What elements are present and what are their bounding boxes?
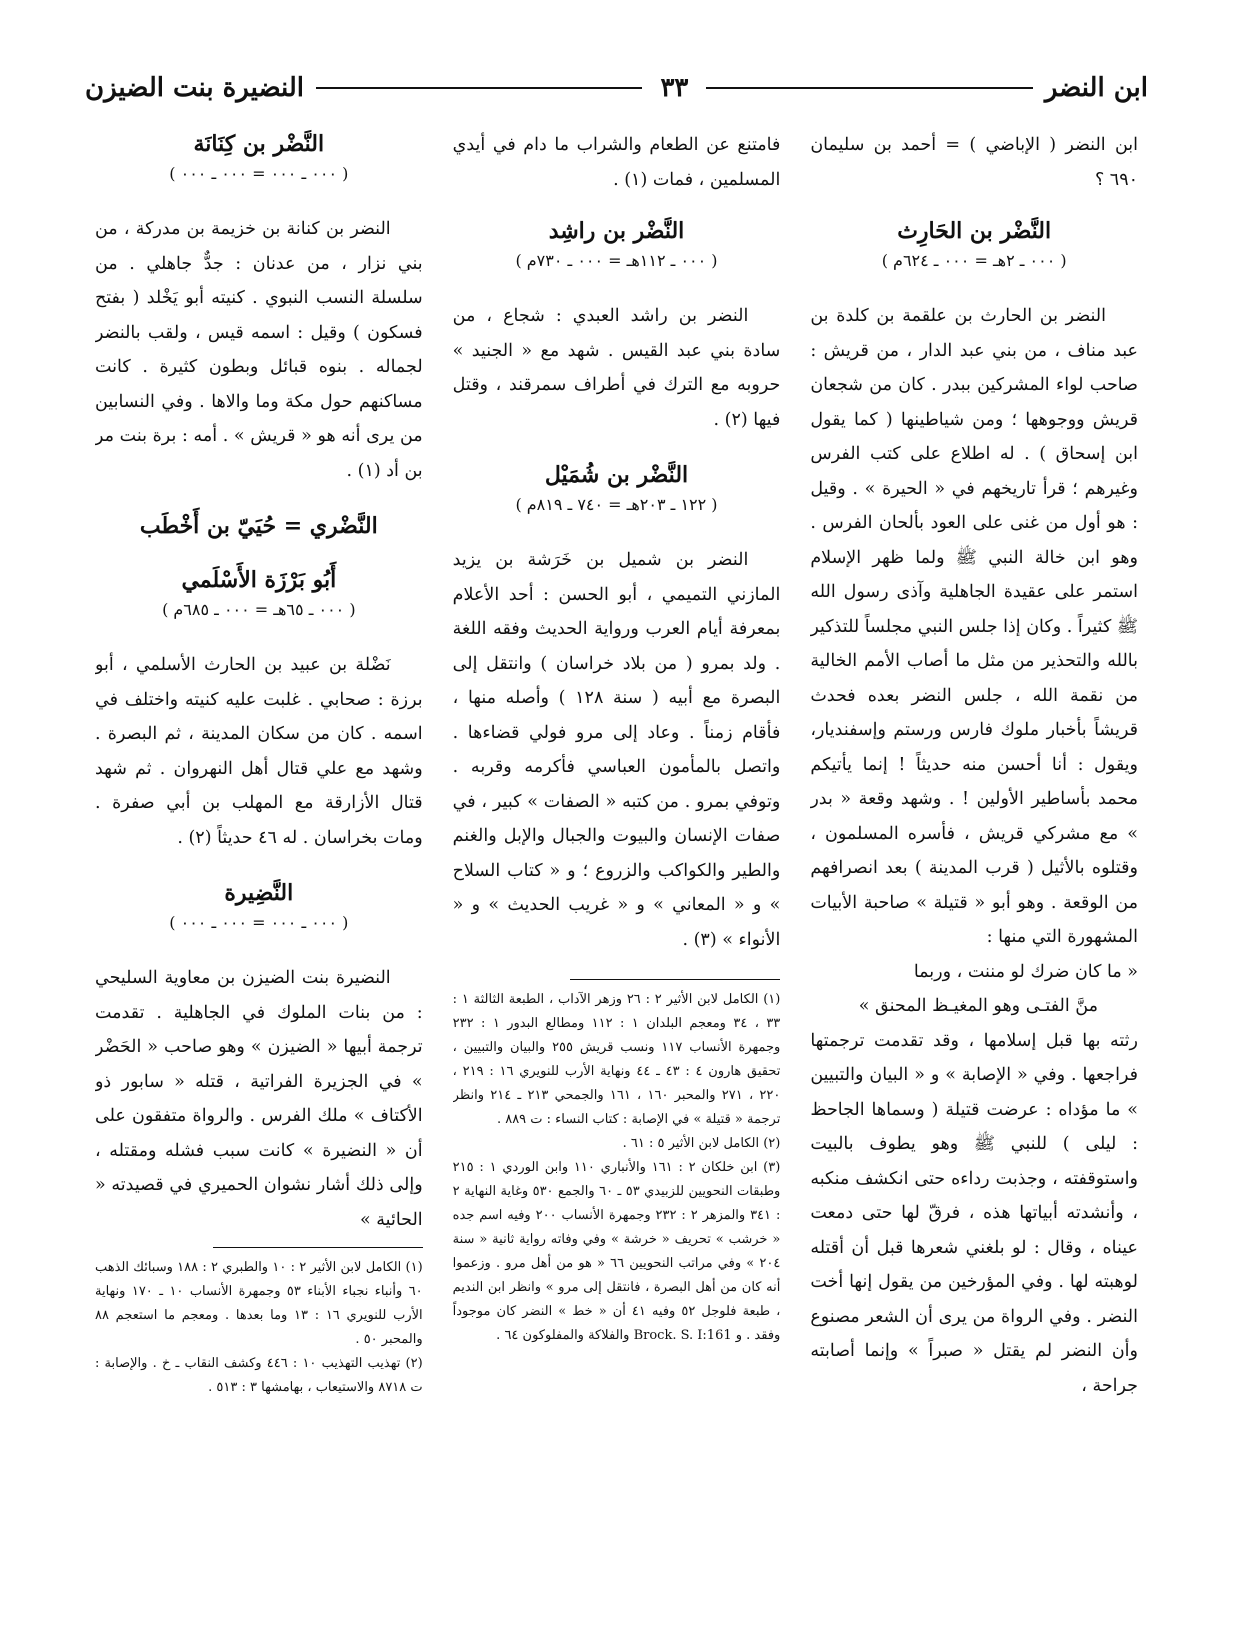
header-rule-left bbox=[316, 87, 642, 89]
entry-dates: ( ٠٠٠ ـ ٢هـ = ٠٠٠ ـ ٦٢٤م ) bbox=[881, 251, 1067, 270]
entry-dates: ( ٠٠٠ ـ ٦٥هـ = ٠٠٠ ـ ٦٨٥م ) bbox=[162, 600, 356, 619]
entry-title-nadr-ibn-shumayl: النَّضْر بن شُمَيْل bbox=[544, 462, 689, 488]
entry-body: النضر بن راشد العبدي : شجاع ، من سادة بني عبد القيس . شهد مع « الجنيد » حروبه مع الترك في أطراف سمرقند ، وقتل فيها (٢) . bbox=[452, 306, 781, 430]
column-right bbox=[810, 128, 1138, 1611]
header-rule-right bbox=[706, 87, 1032, 89]
column-middle bbox=[453, 128, 781, 1611]
verse-line-1: « ما كان ضرك لو مننت ، وربما bbox=[913, 961, 1138, 982]
footnote: (٢) تهذيب التهذيب ١٠ : ٤٤٦ وكشف النقاب ـ خ . والإصابة : ت ٨٧١٨ والاستيعاب ، بهامشها ٣ : ٥١٣ . bbox=[94, 1356, 423, 1395]
cross-reference-nadri: النَّضْري = حُيَيّ بن أَخْطَب bbox=[139, 513, 378, 539]
footnote: (٢) الكامل لابن الأثير ٥ : ٦١ . bbox=[622, 1136, 781, 1151]
footnotes bbox=[453, 988, 781, 1348]
entry-dates: ( ٠٠٠ ـ ٠٠٠ = ٠٠٠ ـ ٠٠٠ ) bbox=[169, 913, 349, 932]
column-left bbox=[95, 128, 423, 1611]
entry-title-nadr-ibn-rashid: النَّضْر بن راشِد bbox=[548, 218, 685, 244]
footnote: (١) الكامل لابن الأثير ٢ : ١٠ والطبري ٢ : ١٨٨ وسبائك الذهب ٦٠ وأنباء نجباء الأبناء ٥٣ وجمهرة الأنساب ١٠ ـ ١٧٠ ونهاية الأرب للنويري ١٦ : ١٣ وما بعدها . ومعجم ما استعجم ٨٨ والمحبر ٥٠ . bbox=[94, 1260, 423, 1347]
verse-line-2: منَّ الفتـى وهو المغيـظ المحنق » bbox=[858, 996, 1098, 1016]
entry-title-nadr-ibn-kinana: النَّضْر بن كِنَانَة bbox=[193, 131, 325, 157]
footnote-rule bbox=[213, 1247, 423, 1248]
entry-dates: ( ٠٠٠ ـ ١١٢هـ = ٠٠٠ ـ ٧٣٠م ) bbox=[515, 251, 718, 270]
footnote: (٣) ابن خلكان ٢ : ١٦١ والأنباري ١١٠ وابن الوردي ١ : ٢١٥ وطبقات النحويين للزبيدي ٥٣ ـ ٦٠ والجمع ٥٣٠ وغاية النهاية ٢ : ٣٤١ والمزهر ٢ : ٢٣٢ وجمهرة الأنساب ٢٠٠ وفيه اسم جده « خرشب » تحريف « خرشة » وفي وفاته رواية ثانية « سنة ٢٠٤ » وفي مراتب النحويين ٦٦ « هو من أهل مرو . وزعموا أنه كان من أهل البصرة ، فانتقل إلى مرو » وانظر ابن النديم ، طبعة فلوجل ٥٢ وفيه ٤١ أن « خط » النضر كان موجوداً وفقد . و Brock. S. I:161 والفلاكة والمفلوكون ٦٤ . bbox=[452, 1160, 781, 1343]
entry-body: النضر بن كنانة بن خزيمة بن مدركة ، من بني نزار ، من عدنان : جدٌّ جاهلي . من سلسلة النسب النبوي . كنيته أبو يَخْلد ( بفتح فسكون ) وقيل : اسمه قيس ، ولقب بالنضر لجماله . بنوه قبائل وبطون كثيرة . كانت مساكنهم حول مكة وما والاها . وفي النسابين من يرى أنه هو « قريش » . أمه : برة بنت مر بن أد (١) . bbox=[94, 219, 423, 481]
footnote-rule bbox=[570, 979, 780, 980]
entry-body: النضيرة بنت الضيزن بن معاوية السليحي : من بنات الملوك في الجاهلية . تقدمت ترجمة أبيها « الضيزن » وهو صاحب « الحَضْر » في الجزيرة الفراتية ، قتله « سابور ذو الأكتاف » ملك الفرس . والرواة متفقون على أن « النضيرة » كانت سبب فشله ومقتله ، وإلى ذلك أشار نشوان الحميري في قصيدته « الحائية » bbox=[94, 968, 423, 1230]
entry-title-nadira: النَّضِيرة bbox=[224, 880, 294, 906]
entry-title-nadr-ibn-harith: النَّضْر بن الحَارِث bbox=[897, 218, 1052, 244]
entry-title-abu-barza: أَبُو بَرْزَة الأَسْلَمي bbox=[181, 567, 337, 593]
entry-dates: ( ١٢٢ ـ ٢٠٣هـ = ٧٤٠ ـ ٨١٩م ) bbox=[515, 495, 718, 514]
running-head-right: ابن النضر bbox=[1044, 73, 1148, 103]
page-number: ٣٣ bbox=[660, 73, 689, 103]
footnote: (١) الكامل لابن الأثير ٢ : ٢٦ وزهر الآداب ، الطبعة الثالثة ١ : ٣٣ ، ٣٤ ومعجم البلدان ١ : ١١٢ ومطالع البدور ١ : ٢٣٢ وجمهرة الأنساب ١١٧ ونسب قريش ٢٥٥ والبيان والتبيين ، تحقيق هارون ٤ : ٤٣ ـ ٤٤ ونهاية الأرب للنويري ١٦ : ٢١٩ ، ٢٢٠ ، ٢٧١ والمحبر ١٦٠ ، ١٦١ والجمحي ٢١٣ ـ ٢١٤ وانظر ترجمة « قتيلة » في الإصابة : كتاب النساء : ت ٨٨٩ . bbox=[452, 992, 781, 1127]
page-header bbox=[85, 68, 1148, 108]
entry-body-continued: رثته بها قبل إسلامها ، وقد تقدمت ترجمتها فراجعها . وفي « الإصابة » و « البيان والتبيين » ما مؤداه : عرضت قتيلة ( وسماها الجاحظ : ليلى ) للنبي ﷺ وهو يطوف بالبيت واستوقفته ، وجذبت رداءه حتى انكشف منكبه ، وأنشدته أبياتها هذه ، فرقّ لها حتى دمعت عيناه ، وقال : لو بلغني شعرها قبل أن أقتله لوهبته لها . وفي المؤرخين من يقول إنها أخت النضر . وفي الرواة من يرى أن الشعر مصنوع وأن النضر لم يقتل « صبراً » وإنما أصابته جراحة ، bbox=[810, 1030, 1138, 1396]
entry-dates: ( ٠٠٠ ـ ٠٠٠ = ٠٠٠ ـ ٠٠٠ ) bbox=[169, 164, 349, 183]
entry-body: نَضْلة بن عبيد بن الحارث الأسلمي ، أبو برزة : صحابي . غلبت عليه كنيته واختلف في اسمه . كان من سكان المدينة ، ثم البصرة . وشهد مع علي قتال أهل النهروان . ثم شهد قتال الأزارقة مع المهلب بن أبي صفرة . ومات بخراسان . له ٤٦ حديثاً (٢) . bbox=[94, 655, 423, 848]
cross-reference-intro: ابن النضر ( الإباضي ) = أحمد بن سليمان ٦٩٠ ؟ bbox=[810, 135, 1138, 190]
entry-body: النضر بن الحارث بن علقمة بن كلدة بن عبد مناف ، من بني عبد الدار ، من قريش : صاحب لواء المشركين ببدر . كان من شجعان قريش ووجوهها ؛ ومن شياطينها ( كما يقول ابن إسحاق ) . له اطلاع على كتب الفرس وغيرهم ؛ قرأ تاريخهم في « الحيرة » . وقيل : هو أول من غنى على العود بألحان الفرس . وهو ابن خالة النبي ﷺ ولما ظهر الإسلام استمر على عقيدة الجاهلية وآذى رسول الله ﷺ كثيراً . وكان إذا جلس النبي مجلساً للتذكير بالله والتحذير من مثل ما أصاب الأمم الخالية من نقمة الله ، جلس النضر بعده فحدث قريشاً بأخبار ملوك فارس ورستم وإسفنديار، ويقول : أنا أحسن منه حديثاً ! إنما يأتيكم محمد بأساطير الأولين ! . وشهد وقعة « بدر » مع مشركي قريش ، فأسره المسلمون ، وقتلوه بالأثيل ( قرب المدينة ) بعد انصرافهم من الوقعة . وهو أبو « قتيلة » صاحبة الأبيات المشهورة التي منها : bbox=[810, 306, 1138, 947]
page-columns bbox=[95, 128, 1138, 1611]
entry-body: النضر بن شميل بن خَرَشة بن يزيد المازني التميمي ، أبو الحسن : أحد الأعلام بمعرفة أيام العرب ورواية الحديث وفقه اللغة . ولد بمرو ( من بلاد خراسان ) وانتقل إلى البصرة مع أبيه ( سنة ١٢٨ ) وأصله منها ، فأقام زمناً . وعاد إلى مرو فولي قضاءها . واتصل بالمأمون العباسي فأكرمه وقربه . وتوفي بمرو . من كتبه « الصفات » كبير ، في صفات الإنسان والبيوت والجبال والإبل والغنم والطير والكواكب والزروع ؛ و « كتاب السلاح » و « المعاني » و « غريب الحديث » و « الأنواء » (٣) . bbox=[452, 550, 781, 950]
footnotes bbox=[95, 1256, 423, 1400]
running-head-left: النضيرة بنت الضيزن bbox=[84, 73, 305, 103]
entry-continuation: فامتنع عن الطعام والشراب ما دام في أيدي المسلمين ، فمات (١) . bbox=[452, 135, 781, 190]
